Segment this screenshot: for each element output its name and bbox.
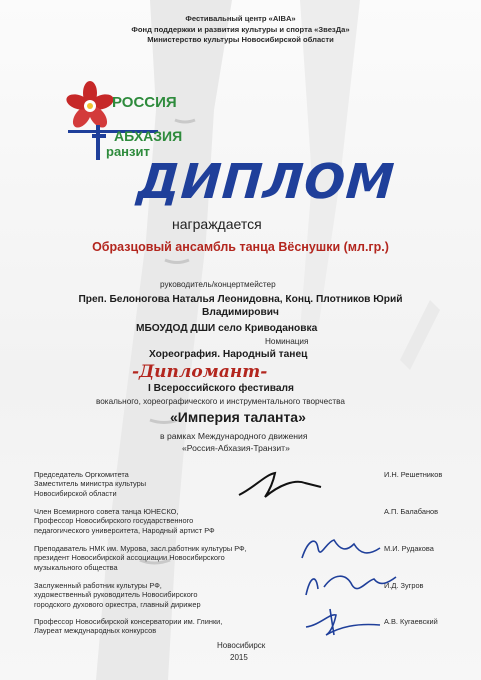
festival-subtitle: вокального, хореографического и инструментального творчества xyxy=(96,397,345,406)
logo-russia: РОССИЯ xyxy=(112,94,177,111)
signatory-role: Профессор Новосибирской консерватории им. Глинки, Лауреат международных конкурсов xyxy=(34,617,223,636)
school-name: МБОУДОД ДШИ село Криводановка xyxy=(136,323,318,334)
signatory-role: Член Всемирного совета танца ЮНЕСКО, Профессор Новосибирского государственного педагогического университета, Народный артист РФ xyxy=(34,507,215,535)
handwritten-signature xyxy=(235,465,325,505)
awarded-label: награждается xyxy=(172,216,262,232)
signatory-role: Председатель Оргкомитета Заместитель министра культуры Новосибирской области xyxy=(34,470,147,498)
signatory-role: Заслуженный работник культуры РФ, художественный руководитель Новосибирского городского духового оркестра, главный дирижер xyxy=(34,581,201,609)
signatory-name: М.И. Рудакова xyxy=(384,544,434,553)
festival-title: I Всероссийского фестиваля xyxy=(148,383,294,394)
logo-transit: ранзит xyxy=(106,144,150,159)
signatory-name: А.П. Балабанов xyxy=(384,507,439,516)
header-organizer: Фестивальный центр «AIBA» xyxy=(185,14,296,23)
handwritten-signature xyxy=(296,532,386,566)
handwritten-signature xyxy=(300,567,400,601)
signatory-name: А.В. Кугаевский xyxy=(384,617,438,626)
award-title: -Дипломант- xyxy=(132,362,268,382)
signatory-name: И.Н. Решетников xyxy=(384,470,443,479)
nomination-caption: Номинация xyxy=(265,337,309,346)
leaders-line-2: Владимирович xyxy=(202,307,279,318)
header-foundation: Фонд поддержки и развития культуры и спорта «ЗвезДа» xyxy=(131,24,350,34)
footer-city: Новосибирск xyxy=(217,641,266,650)
logo-abkhazia: АБХАЗИЯ xyxy=(114,128,183,144)
festival-name: «Империя таланта» xyxy=(170,409,306,425)
recipient-name: Образцовый ансамбль танца Вёснушки (мл.гр.) xyxy=(92,240,389,254)
signatory-name: И.Д. Зугров xyxy=(384,581,424,590)
movement-line-2: «Россия-Абхазия-Транзит» xyxy=(182,443,290,453)
movement-line-1: в рамках Международного движения xyxy=(160,431,308,441)
header-block xyxy=(0,14,481,46)
leaders-line-1: Преп. Белоногова Наталья Леонидовна, Конц. Плотников Юрий xyxy=(78,294,403,305)
handwritten-signature xyxy=(300,605,390,639)
header-ministry: Министерство культуры Новосибирской области xyxy=(147,35,334,44)
leaders-caption: руководитель/концертмейстер xyxy=(160,280,276,289)
diploma-title: ДИПЛОМ xyxy=(135,154,397,210)
footer-year: 2015 xyxy=(230,653,248,662)
signatory-role: Преподаватель НМК им. Мурова, засл.работник культуры РФ, президент Новосибирской ассоциации Новосибирского музыкального общества xyxy=(34,544,247,572)
nomination-value: Хореография. Народный танец xyxy=(149,349,308,360)
